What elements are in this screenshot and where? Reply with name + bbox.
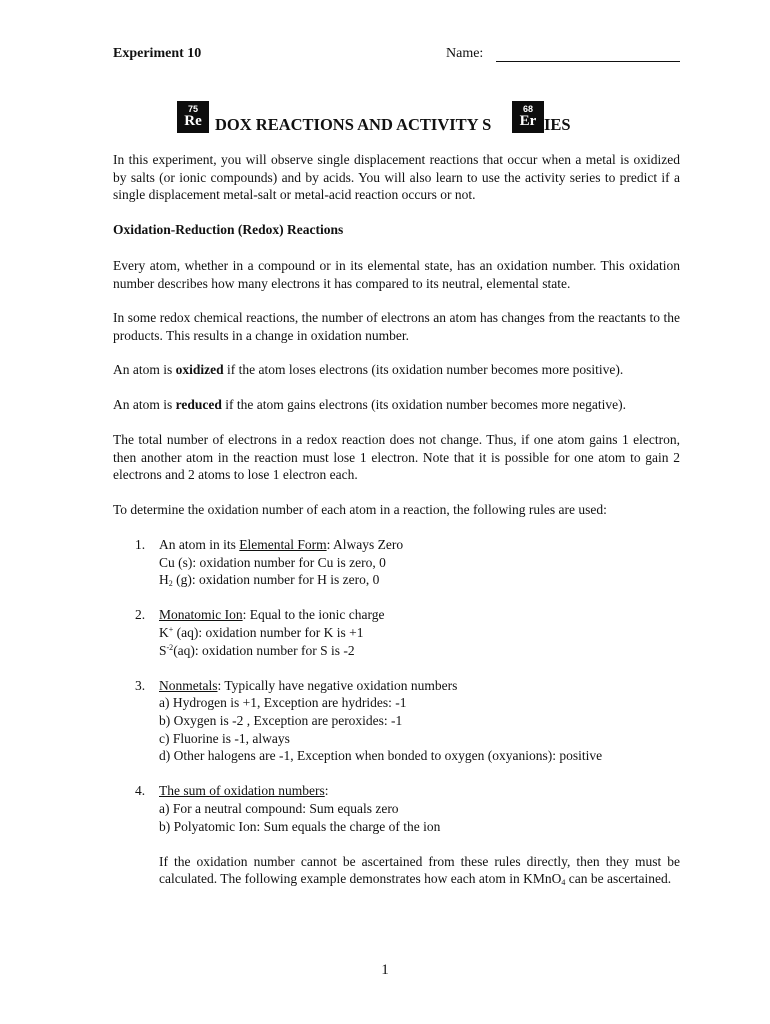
tile-symbol: Re bbox=[184, 113, 202, 129]
experiment-label: Experiment 10 bbox=[113, 46, 202, 61]
tile-symbol: Er bbox=[519, 113, 537, 129]
paragraph-rules-intro: To determine the oxidation number of each atom in a reaction, the following rules are used: bbox=[113, 502, 607, 517]
paragraph-oxidation-number: Every atom, whether in a compound or in its elemental state, has an oxidation number. This oxidation number describes how many electrons it has compared to its neutral, elemental state. bbox=[113, 258, 680, 291]
list-item: 3. Nonmetals: Typically have negative oxidation numbers a) Hydrogen is +1, Exception are hydrides: -1 b) Oxygen is -2 , Exception are peroxides: -1 c) Fluorine is -1, always d) Other halogens are -1, Exception when bonded to oxygen (oxyanions): positive bbox=[135, 677, 603, 764]
paragraph-oxidized: An atom is oxidized if the atom loses electrons (its oxidation number becomes more positive). bbox=[113, 362, 624, 377]
tile-atomic-number: 68 bbox=[522, 104, 533, 114]
intro-paragraph: In this experiment, you will observe single displacement reactions that occur when a metal is oxidized by salts (or ionic compounds) and by acids. You will also learn to use the activity series to predict if a single displacement metal-salt or metal-acid reaction occurs or not. bbox=[113, 152, 680, 203]
rule-term: Elemental Form bbox=[239, 537, 327, 552]
paragraph-total-electrons: The total number of electrons in a redox reaction does not change. Thus, if one atom gains 1 electron, then another atom in the reaction must lose 1 electron. Note that it is possible for one atom to gain 2 electrons and 2 atoms to lose 1 electron each. bbox=[113, 432, 680, 483]
element-tile-erbium bbox=[512, 101, 544, 133]
list-item: 4. The sum of oxidation numbers: a) For a neutral compound: Sum equals zero b) Polyatomic Ion: Sum equals the charge of the ion If the oxidation number cannot be ascertained from these rules directly, then they must be calculated. The following example demonstrates how each atom in KMnO$_4$ can be ascertained. bbox=[135, 783, 680, 888]
tile-atomic-number: 75 bbox=[187, 104, 198, 114]
term-reduced: reduced bbox=[175, 397, 222, 412]
section-heading: Oxidation-Reduction (Redox) Reactions bbox=[113, 222, 344, 237]
paragraph-electron-change: In some redox chemical reactions, the number of electrons an atom has changes from the reactants to the products. This results in a change in oxidation number. bbox=[113, 310, 680, 343]
page-title: DOX REACTIONS AND ACTIVITY S bbox=[215, 115, 492, 134]
list-item: 2. Monatomic Ion: Equal to the ionic charge K+ (aq): oxidation number for K is +1 $S^{-2}(aq)$: oxidation number for S is -2 bbox=[135, 607, 385, 658]
term-oxidized: oxidized bbox=[175, 362, 224, 377]
paragraph-reduced: An atom is reduced if the atom gains electrons (its oxidation number becomes more negative). bbox=[113, 397, 627, 412]
name-blank-line bbox=[496, 61, 680, 62]
oxidation-rules-list bbox=[113, 536, 680, 905]
page-title-end: IES bbox=[544, 115, 571, 134]
rule-term: Nonmetals bbox=[159, 677, 218, 693]
name-label: Name: bbox=[446, 46, 484, 61]
rule-term: The sum of oxidation numbers bbox=[159, 783, 325, 799]
rule-term: Monatomic Ion bbox=[159, 607, 243, 623]
element-tile-rhenium bbox=[177, 101, 209, 133]
page-number: 1 bbox=[381, 962, 389, 978]
list-item: 1. An atom in its Elemental Form: Always Zero Cu (s): oxidation number for Cu is zero, 0 $H_2$ (g): oxidation number for H is zero, 0 bbox=[135, 537, 404, 589]
